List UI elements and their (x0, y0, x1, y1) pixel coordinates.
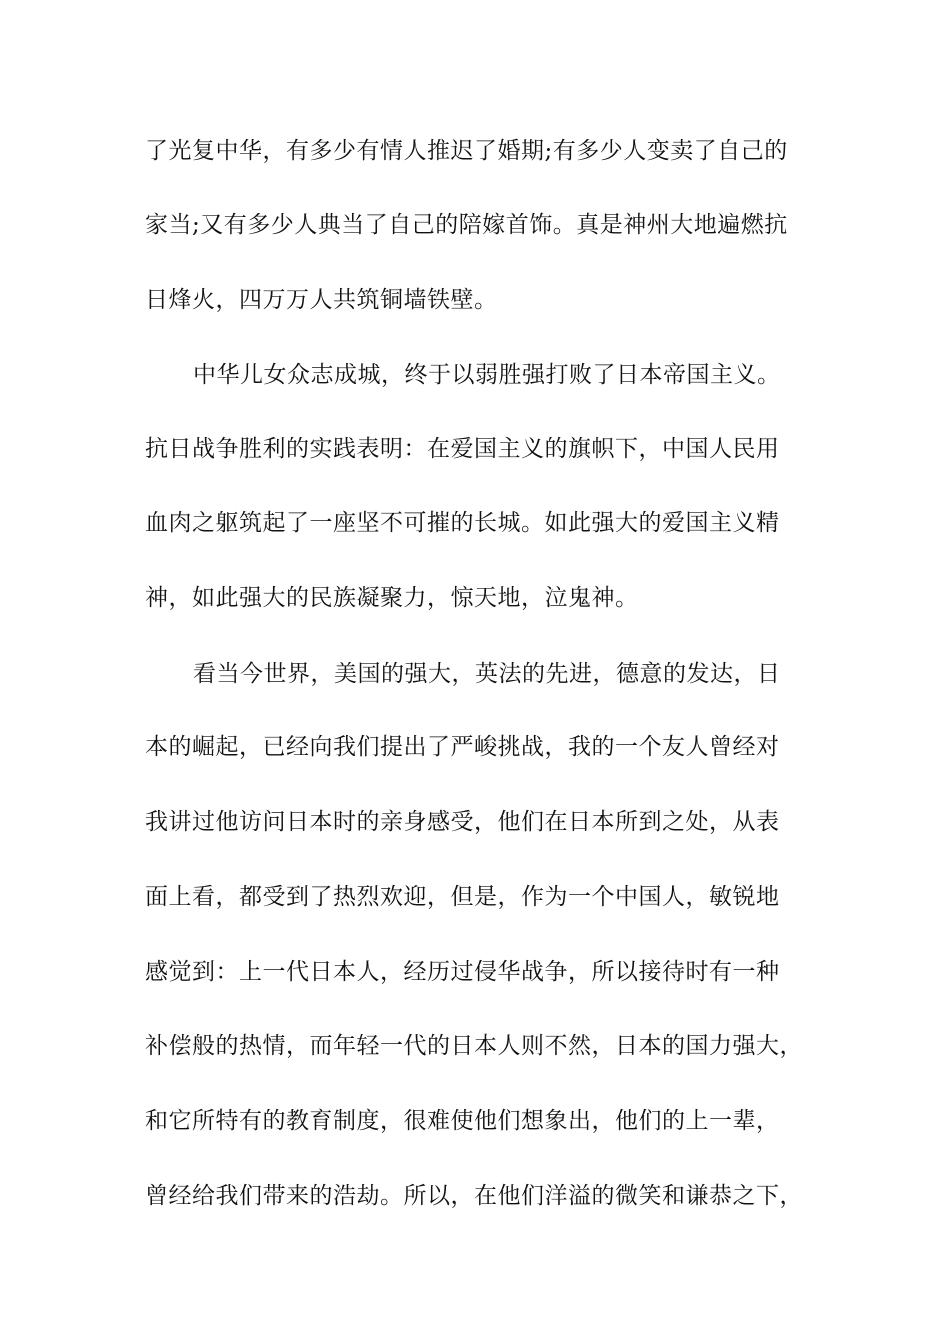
text-line: 感觉到：上一代日本人，经历过侵华战争，所以接待时有一种 (145, 959, 780, 985)
text-line: 神，如此强大的民族凝聚力，惊天地，泣鬼神。 (145, 585, 639, 611)
text-line: 面上看，都受到了热烈欢迎，但是，作为一个中国人，敏锐地 (145, 884, 780, 910)
text-line: 和它所特有的教育制度，很难使他们想象出，他们的上一辈， (145, 1108, 780, 1134)
text-line: 血肉之躯筑起了一座坚不可摧的长城。如此强大的爱国主义精 (145, 510, 780, 536)
text-line: 我讲过他访问日本时的亲身感受，他们在日本所到之处，从表 (145, 809, 780, 835)
text-line: 本的崛起，已经向我们提出了严峻挑战，我的一个友人曾经对 (145, 734, 780, 760)
text-line: 曾经给我们带来的浩劫。所以，在他们洋溢的微笑和谦恭之下， (145, 1183, 803, 1209)
text-line: 补偿般的热情，而年轻一代的日本人则不然，日本的国力强大， (145, 1033, 803, 1059)
text-line: 了光复中华，有多少有情人推迟了婚期;有多少人变卖了自己的 (145, 138, 788, 164)
text-line: 日烽火，四万万人共筑铜墙铁壁。 (145, 287, 498, 313)
text-line: 家当;又有多少人典当了自己的陪嫁首饰。真是神州大地遍燃抗 (145, 212, 788, 238)
text-line: 抗日战争胜利的实践表明：在爱国主义的旗帜下，中国人民用 (145, 436, 780, 462)
paragraph-first-line: 中华儿女众志成城，终于以弱胜强打败了日本帝国主义。 (193, 362, 781, 388)
paragraph-first-line: 看当今世界，美国的强大，英法的先进，德意的发达，日 (193, 661, 781, 687)
